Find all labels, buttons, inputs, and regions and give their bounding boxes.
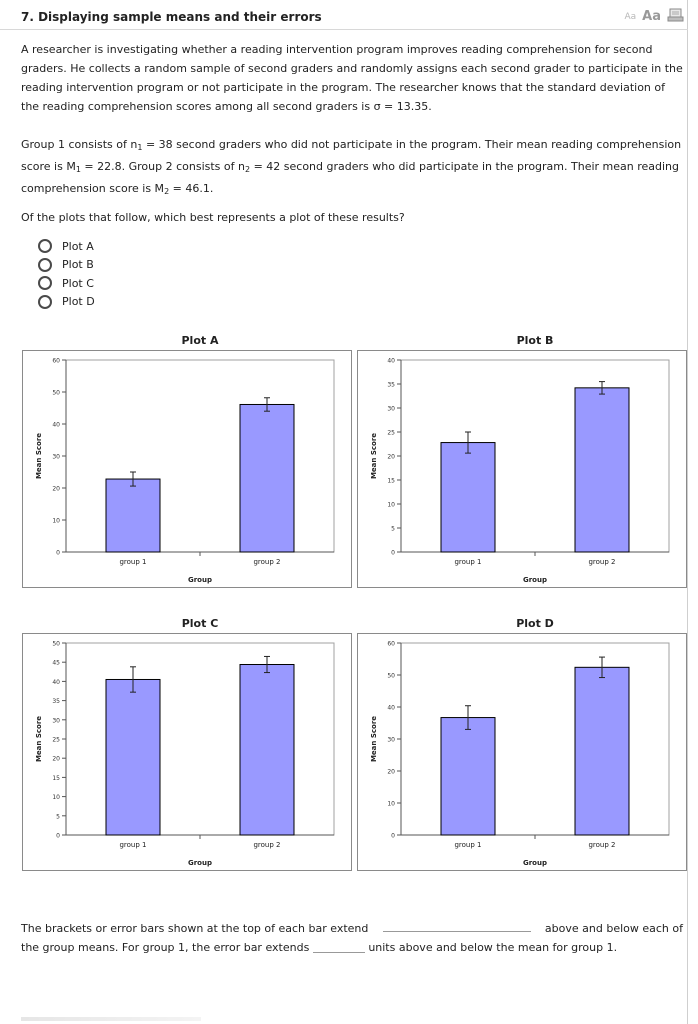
title-divider [0, 29, 688, 30]
y-tick-label: 20 [387, 453, 395, 461]
y-tick-label: 10 [387, 800, 395, 808]
bar-group-2 [240, 404, 294, 552]
option-plot-b[interactable] [38, 256, 95, 275]
bar-group-2 [240, 665, 294, 835]
y-tick-label: 30 [387, 405, 395, 413]
y-tick-label: 0 [56, 549, 60, 557]
option-plot-d[interactable] [38, 293, 95, 312]
y-tick-label: 30 [52, 453, 60, 461]
groups-paragraph [21, 135, 683, 201]
category-label: group 1 [454, 841, 482, 849]
category-label: group 2 [588, 841, 616, 849]
font-decrease-button[interactable]: Aa [624, 11, 637, 22]
intro-paragraph [21, 40, 683, 116]
category-label: group 2 [588, 558, 616, 566]
y-tick-label: 5 [56, 813, 60, 821]
plot-a-chart [22, 328, 352, 588]
x-axis-label: Group [187, 859, 213, 867]
y-axis-label: Mean Score [35, 432, 43, 480]
y-tick-label: 15 [52, 774, 60, 782]
y-tick-label: 40 [52, 678, 60, 686]
option-label: Plot A [62, 239, 94, 253]
chart-title: Plot B [516, 334, 554, 347]
intro-text: A researcher is investigating whether a reading intervention program improves reading comprehension for second graders. He collects a random sample of second graders and randomly assigns each second grader to participate in the reading intervention program or not participate in the program. The researcher knows that the standard deviation of the reading comprehension scores among all second graders is σ = 13.35. [21, 43, 683, 113]
groups-text: Group 1 consists of $n_1 = 38$ second graders who did not participate in the program. Their mean reading comprehension score is $M_1 = 22.8$. Group 2 consists of $n_2 = 42$ second graders who did participate in the program. Their mean reading comprehension score is $M_2 = 46.1$. [21, 138, 682, 196]
sentence-part-2a: above and below each of [544, 922, 683, 935]
y-tick-label: 50 [52, 389, 60, 397]
chart-title: Plot C [181, 617, 219, 630]
category-label: group 2 [253, 558, 281, 566]
y-tick-label: 10 [52, 517, 60, 525]
sentence-part-2b: the group means. For group 1, the error bar extends [21, 941, 310, 954]
radio-button[interactable] [38, 276, 52, 290]
category-label: group 1 [454, 558, 482, 566]
y-tick-label: 45 [52, 659, 60, 667]
y-tick-label: 50 [52, 640, 60, 648]
toolbar [624, 7, 684, 26]
category-label: group 2 [253, 841, 281, 849]
y-tick-label: 40 [387, 357, 395, 365]
sentence-part-3: units above and below the mean for group 1. [368, 941, 618, 954]
y-axis-label: Mean Score [370, 432, 378, 480]
y-tick-label: 60 [387, 640, 395, 648]
category-label: group 1 [119, 841, 147, 849]
chart-title: Plot A [181, 334, 219, 347]
option-plot-c[interactable] [38, 274, 95, 293]
y-axis-label: Mean Score [35, 715, 43, 763]
category-label: group 1 [119, 558, 147, 566]
option-label: Plot D [62, 295, 95, 309]
bar-group-1 [441, 718, 495, 835]
y-tick-label: 25 [52, 736, 60, 744]
plot-c-chart [22, 611, 352, 871]
y-tick-label: 10 [387, 501, 395, 509]
y-tick-label: 30 [52, 717, 60, 725]
y-tick-label: 0 [56, 832, 60, 840]
font-increase-button[interactable]: Aa [642, 9, 661, 24]
fill-in-sentence [21, 919, 683, 957]
print-icon[interactable] [667, 7, 684, 26]
y-tick-label: 50 [387, 672, 395, 680]
error-bar-extent-blank[interactable] [383, 919, 531, 932]
y-tick-label: 5 [391, 525, 395, 533]
bar-group-1 [441, 443, 495, 552]
bar-group-1 [106, 679, 160, 835]
y-tick-label: 20 [52, 485, 60, 493]
x-axis-label: Group [187, 576, 213, 584]
answer-options [38, 237, 95, 311]
option-label: Plot B [62, 258, 94, 272]
plot-d-chart [357, 611, 687, 871]
y-tick-label: 0 [391, 832, 395, 840]
y-tick-label: 10 [52, 794, 60, 802]
group1-error-blank[interactable] [313, 940, 365, 953]
plot-b-chart [357, 328, 687, 588]
y-tick-label: 60 [52, 357, 60, 365]
sentence-part-1: The brackets or error bars shown at the top of each bar extend [21, 922, 369, 935]
chart-title: Plot D [516, 617, 554, 630]
y-tick-label: 30 [387, 736, 395, 744]
x-axis-label: Group [522, 859, 548, 867]
footer-text-faint [21, 1017, 201, 1021]
y-tick-label: 40 [52, 421, 60, 429]
y-tick-label: 40 [387, 704, 395, 712]
bar-group-2 [575, 388, 629, 552]
x-axis-label: Group [522, 576, 548, 584]
y-tick-label: 15 [387, 477, 395, 485]
radio-button[interactable] [38, 239, 52, 253]
question-title: 7. Displaying sample means and their errors [21, 10, 322, 24]
y-axis-label: Mean Score [370, 715, 378, 763]
radio-button[interactable] [38, 295, 52, 309]
option-plot-a[interactable] [38, 237, 95, 256]
y-tick-label: 25 [387, 429, 395, 437]
y-tick-label: 20 [52, 755, 60, 763]
radio-button[interactable] [38, 258, 52, 272]
y-tick-label: 35 [52, 698, 60, 706]
bar-group-2 [575, 667, 629, 835]
question-prompt: Of the plots that follow, which best represents a plot of these results? [21, 211, 405, 224]
bar-group-1 [106, 479, 160, 552]
y-tick-label: 35 [387, 381, 395, 389]
option-label: Plot C [62, 276, 94, 290]
y-tick-label: 0 [391, 549, 395, 557]
y-tick-label: 20 [387, 768, 395, 776]
